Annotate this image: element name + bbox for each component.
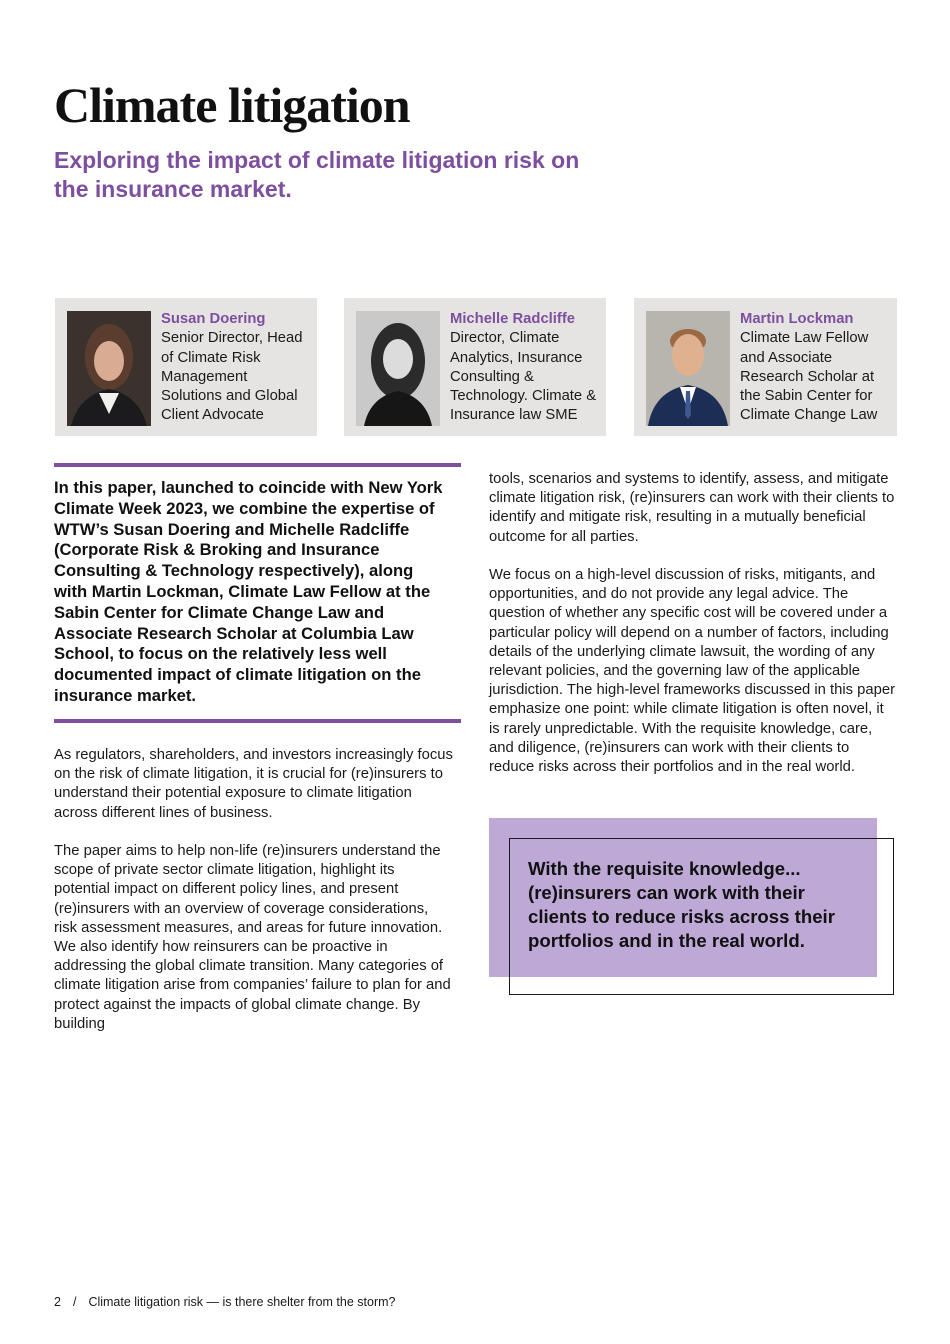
- author-photo: [646, 311, 730, 426]
- body-paragraph-right-2: We focus on a high-level discussion of risks, mitigants, and opportunities, and do not provide any legal advice. The question of whether any specific cost will be covered under a particular policy will depend on a number of factors, including details of the underlying climate lawsuit, the wording of any relevant policies, and the governing law of the applicable jurisdiction. The high-level frameworks discussed in this paper emphasize one point: while climate litigation is often novel, it is rarely unpredictable. With the requisite knowledge, care, and diligence, (re)insurers can work with their clients to reduce risks across their portfolios and in the real world.: [489, 567, 896, 776]
- pull-quote: With the requisite knowledge... (re)insurers can work with their clients to reduce risks across their portfolios and in the real world.: [528, 858, 835, 951]
- page-title: Climate litigation: [54, 77, 410, 133]
- footer-separator: /: [72, 1295, 77, 1309]
- author-name: Michelle Radcliffe: [450, 311, 575, 327]
- body-paragraph-right-1: tools, scenarios and systems to identify, assess, and mitigate climate litigation risk, (re)insurers can work with their clients to identify and mitigate risk, resulting in a mutually beneficial outcome for all parties.: [489, 471, 895, 545]
- author-photo: [356, 311, 440, 426]
- footer-document-title: Climate litigation risk — is there shelter from the storm?: [88, 1295, 396, 1309]
- page-subtitle: Exploring the impact of climate litigation risk on the insurance market.: [54, 147, 580, 202]
- author-name: Susan Doering: [161, 311, 266, 327]
- intro-bottom-rule: [54, 719, 461, 723]
- author-role: Climate Law Fellow and Associate Research Scholar at the Sabin Center for Climate Change Law: [740, 330, 878, 424]
- author-card-martin-lockman: [634, 298, 897, 436]
- intro-paragraph: In this paper, launched to coincide with New York Climate Week 2023, we combine the expertise of WTW’s Susan Doering and Michelle Radcliffe (Corporate Risk & Broking and Insurance Consulting & Technology respectively), along with Martin Lockman, Climate Law Fellow at the Sabin Center for Climate Change Law and Associate Research Scholar at Columbia Law School, to focus on the relatively less well documented impact of climate litigation on the insurance market.: [54, 478, 443, 705]
- intro-top-rule: [54, 463, 461, 467]
- author-role: Senior Director, Head of Climate Risk Management Solutions and Global Client Advocate: [161, 330, 303, 424]
- body-paragraph-left-2: The paper aims to help non-life (re)insurers understand the scope of private sector climate litigation, highlight its potential impact on different policy lines, and present (re)insurers with an overview of coverage considerations, risk assessment measures, and areas for future innovation. We also identify how reinsurers can be proactive in addressing the global climate transition. Many categories of climate litigation arise from companies’ failure to plan for and protect against the impacts of global climate change. By building: [54, 843, 451, 1032]
- author-name: Martin Lockman: [740, 311, 854, 327]
- page-number: 2: [54, 1295, 61, 1309]
- author-role: Director, Climate Analytics, Insurance Consulting & Technology. Climate & Insurance law SME: [450, 330, 597, 424]
- body-paragraph-left-1: As regulators, shareholders, and investors increasingly focus on the risk of climate litigation, it is crucial for (re)insurers to understand their potential exposure to climate litigation across different lines of business.: [54, 747, 453, 821]
- page-footer: [54, 1295, 395, 1309]
- author-card-susan-doering: [55, 298, 317, 436]
- author-photo: [67, 311, 151, 426]
- author-card-michelle-radcliffe: [344, 298, 606, 436]
